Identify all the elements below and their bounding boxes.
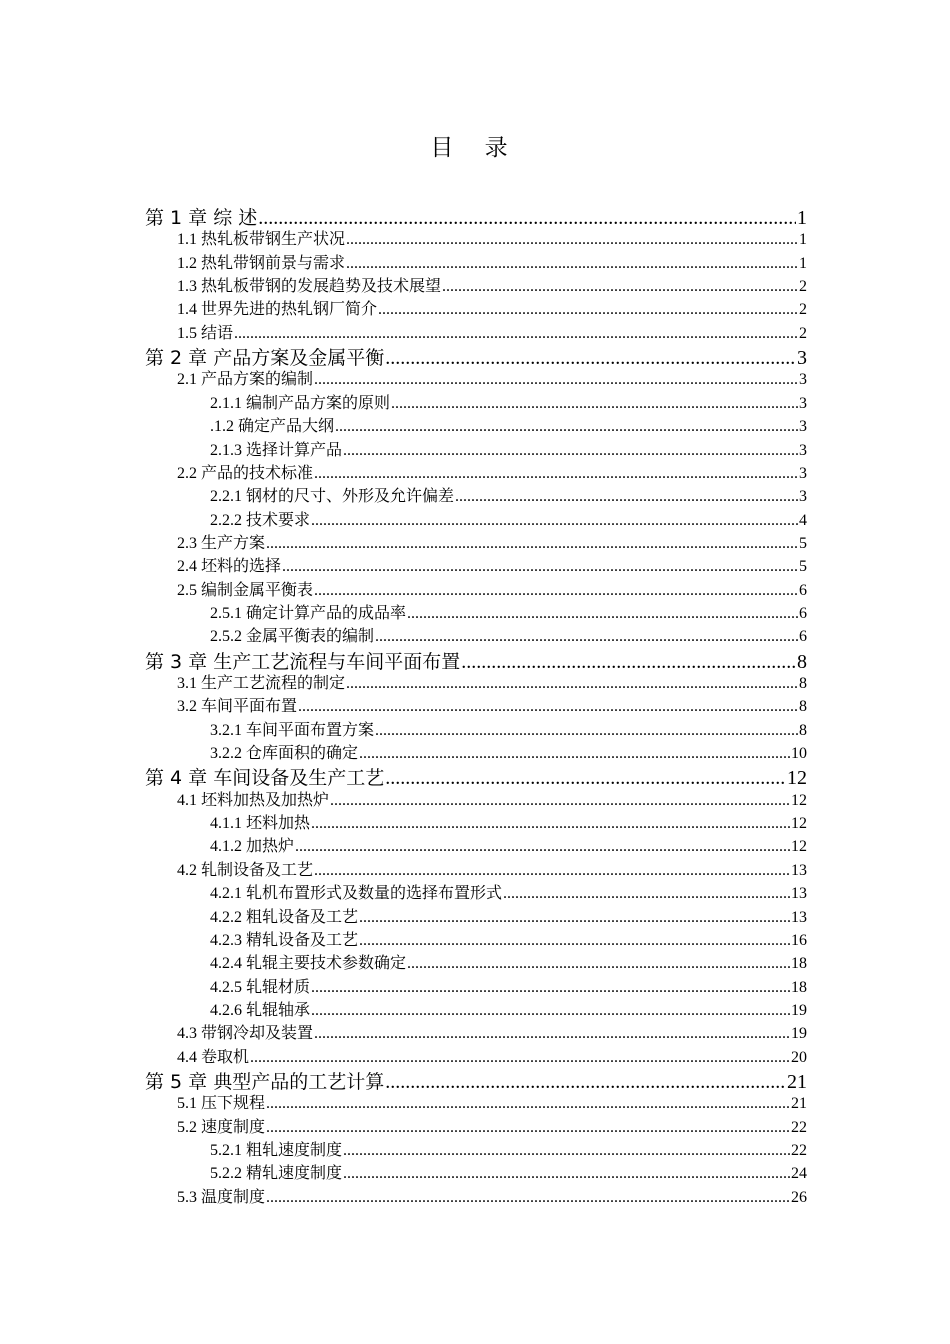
toc-entry-label: 4.2.4 轧辊主要技术参数确定: [210, 955, 407, 973]
toc-entry-label: 1.5 结语: [177, 324, 234, 342]
toc-dot-leader: [343, 439, 798, 462]
toc-entry-label: 3.2.2 仓库面积的确定: [210, 745, 359, 763]
toc-section-entry[interactable]: [177, 579, 807, 602]
toc-section-entry[interactable]: [177, 368, 807, 391]
toc-entry-label: 第 3 章 生产工艺流程与车间平面布置: [145, 650, 461, 673]
toc-entry-label: 第 2 章 产品方案及金属平衡: [145, 347, 385, 370]
toc-dot-leader: [359, 929, 790, 952]
toc-dot-leader: [461, 649, 796, 675]
toc-entry-label: 2.2 产品的技术标准: [177, 464, 314, 482]
toc-section-entry[interactable]: [177, 252, 807, 275]
toc-section-entry[interactable]: [210, 976, 807, 999]
toc-section-entry[interactable]: [210, 742, 807, 765]
toc-entry-label: 2.1.1 编制产品方案的原则: [210, 394, 391, 412]
toc-section-entry[interactable]: [210, 439, 807, 462]
toc-entry-label: 5.2.1 粗轧速度制度: [210, 1142, 343, 1159]
toc-dot-leader: [407, 952, 790, 975]
toc-section-entry[interactable]: [177, 1046, 807, 1069]
toc-entry-label: 3.2 车间平面布置: [177, 698, 298, 716]
toc-dot-leader: [311, 509, 798, 532]
toc-section-entry[interactable]: [177, 1116, 807, 1139]
toc-page-number: 22: [791, 1142, 807, 1159]
toc-section-entry[interactable]: [177, 228, 807, 251]
toc-page-number: 12: [787, 767, 807, 790]
toc-page-number: 6: [799, 604, 807, 622]
toc-dot-leader: [314, 1022, 790, 1045]
toc-page-number: 3: [799, 488, 807, 506]
toc-entry-label: 4.1 坯料加热及加热炉: [177, 791, 330, 809]
toc-page-number: 1: [799, 231, 807, 249]
toc-page-number: 21: [787, 1070, 807, 1093]
toc-dot-leader: [359, 742, 790, 765]
toc-chapter-entry[interactable]: [145, 649, 807, 675]
toc-entry-label: 2.5 编制金属平衡表: [177, 581, 314, 599]
toc-entry-label: 4.3 带钢冷却及装置: [177, 1025, 314, 1043]
toc-entry-label: 5.2.2 精轧速度制度: [210, 1165, 343, 1183]
toc-entry-label: 4.4 卷取机: [177, 1048, 250, 1066]
toc-section-entry[interactable]: [177, 672, 807, 695]
toc-chapter-entry[interactable]: [145, 1069, 807, 1095]
toc-dot-leader: [385, 345, 796, 371]
toc-section-entry[interactable]: [210, 929, 807, 952]
toc-entry-label: 4.1.2 加热炉: [210, 838, 295, 856]
toc-page-number: 19: [791, 1025, 807, 1043]
toc-section-entry[interactable]: [210, 1162, 807, 1185]
toc-section-entry[interactable]: [177, 275, 807, 298]
toc-page-number: 12: [791, 838, 807, 856]
toc-dot-leader: [311, 999, 790, 1022]
toc-page-number: 2: [799, 301, 807, 319]
toc-dot-leader: [343, 1162, 790, 1185]
toc-dot-leader: [503, 882, 790, 905]
toc-entry-label: 2.5.1 确定计算产品的成品率: [210, 604, 407, 622]
toc-dot-leader: [234, 322, 798, 345]
toc-entry-label: 4.2.3 精轧设备及工艺: [210, 931, 359, 949]
toc-entry-label: 5.1 压下规程: [177, 1095, 266, 1113]
toc-page-number: 3: [799, 441, 807, 459]
toc-page-number: 3: [799, 394, 807, 412]
toc-dot-leader: [385, 1069, 786, 1095]
toc-dot-leader: [266, 532, 798, 555]
toc-section-entry[interactable]: [210, 835, 807, 858]
toc-dot-leader: [311, 976, 790, 999]
toc-page-number: 13: [791, 885, 807, 903]
toc-dot-leader: [442, 275, 798, 298]
toc-entry-label: 3.2.1 车间平面布置方案: [210, 721, 375, 739]
toc-dot-leader: [378, 298, 798, 321]
toc-entry-label: 1.2 热轧带钢前景与需求: [177, 254, 346, 272]
toc-entry-label: 2.1 产品方案的编制: [177, 371, 314, 389]
toc-dot-leader: [346, 228, 798, 251]
toc-entry-label: 2.3 生产方案: [177, 534, 266, 552]
toc-entry-label: 2.2.2 技术要求: [210, 511, 311, 529]
toc-entry-label: 4.2.5 轧辊材质: [210, 978, 311, 996]
toc-page-number: 16: [791, 931, 807, 949]
toc-section-entry[interactable]: [210, 1139, 807, 1162]
toc-page-number: 8: [797, 650, 807, 673]
toc-dot-leader: [266, 1092, 790, 1115]
toc-page-number: 22: [791, 1118, 807, 1136]
toc-entry-label: 2.5.2 金属平衡表的编制: [210, 628, 375, 646]
toc-dot-leader: [314, 368, 798, 391]
toc-chapter-entry[interactable]: [145, 345, 807, 371]
toc-entry-label: 第 5 章 典型产品的工艺计算: [145, 1070, 385, 1093]
toc-entry-label: 4.2 轧制设备及工艺: [177, 861, 314, 879]
toc-page-number: 8: [799, 721, 807, 739]
toc-section-entry[interactable]: [177, 789, 807, 812]
toc-section-entry[interactable]: [177, 322, 807, 345]
toc-entry-label: 3.1 生产工艺流程的制定: [177, 675, 346, 692]
toc-section-entry[interactable]: [177, 695, 807, 718]
toc-page-number: 24: [791, 1165, 807, 1183]
toc-section-entry[interactable]: [210, 625, 807, 648]
toc-page-number: 18: [791, 978, 807, 996]
toc-page-number: 6: [799, 628, 807, 646]
toc-dot-leader: [359, 906, 790, 929]
toc-dot-leader: [314, 462, 798, 485]
toc-dot-leader: [295, 835, 790, 858]
toc-page-number: 5: [799, 534, 807, 552]
toc-page-number: 3: [797, 347, 807, 370]
toc-entry-label: .1.2 确定产品大纲: [210, 418, 335, 436]
toc-page-number: 6: [799, 581, 807, 599]
toc-dot-leader: [455, 485, 798, 508]
toc-dot-leader: [375, 719, 798, 742]
toc-page-number: 13: [791, 861, 807, 879]
toc-section-entry[interactable]: [210, 485, 807, 508]
toc-entry-label: 4.1.1 坯料加热: [210, 815, 311, 833]
toc-dot-leader: [314, 579, 798, 602]
toc-dot-leader: [266, 1116, 790, 1139]
toc-dot-leader: [282, 555, 798, 578]
toc-dot-leader: [250, 1046, 790, 1069]
toc-entry-label: 2.4 坯料的选择: [177, 558, 282, 576]
toc-page-number: 3: [799, 418, 807, 436]
toc-entry-label: 第 4 章 车间设备及生产工艺: [145, 767, 385, 790]
toc-chapter-entry[interactable]: [145, 205, 807, 231]
toc-page-number: 8: [799, 675, 807, 692]
toc-dot-leader: [375, 625, 798, 648]
toc-page-number: 12: [791, 791, 807, 809]
toc-page-number: 26: [791, 1188, 807, 1206]
toc-entry-label: 1.3 热轧板带钢的发展趋势及技术展望: [177, 278, 442, 296]
toc-section-entry[interactable]: [210, 392, 807, 415]
toc-page-number: 13: [791, 908, 807, 926]
toc-section-entry[interactable]: [210, 906, 807, 929]
toc-section-entry[interactable]: [177, 1092, 807, 1115]
toc-section-entry[interactable]: [210, 952, 807, 975]
toc-entry-label: 1.4 世界先进的热轧钢厂简介: [177, 301, 378, 319]
toc-section-entry[interactable]: [177, 462, 807, 485]
toc-dot-leader: [298, 695, 798, 718]
toc-section-entry[interactable]: [210, 719, 807, 742]
toc-entry-label: 2.2.1 钢材的尺寸、外形及允许偏差: [210, 488, 455, 506]
toc-dot-leader: [335, 415, 798, 438]
toc-section-entry[interactable]: [177, 1022, 807, 1045]
toc-section-entry[interactable]: [177, 298, 807, 321]
toc-page-number: 2: [799, 324, 807, 342]
toc-section-entry[interactable]: [177, 555, 807, 578]
toc-page-number: 1: [799, 254, 807, 272]
toc-dot-leader: [391, 392, 798, 415]
toc-page-number: 3: [799, 371, 807, 389]
toc-page-number: 2: [799, 278, 807, 296]
toc-entry-label: 4.2.6 轧辊轴承: [210, 1001, 311, 1019]
toc-section-entry[interactable]: [210, 812, 807, 835]
toc-page-number: 5: [799, 558, 807, 576]
toc-title: 目 录: [430, 135, 520, 161]
toc-page-number: 12: [791, 815, 807, 833]
toc-page-number: 18: [791, 955, 807, 973]
toc-section-entry[interactable]: [210, 415, 807, 438]
toc-section-entry[interactable]: [177, 532, 807, 555]
toc-entry-label: 5.2 速度制度: [177, 1118, 266, 1136]
toc-section-entry[interactable]: [210, 999, 807, 1022]
toc-page-number: 1: [797, 207, 807, 229]
toc-dot-leader: [311, 812, 790, 835]
toc-entry-label: 第 1 章 综 述: [145, 207, 258, 229]
toc-section-entry[interactable]: [177, 1186, 807, 1209]
toc-dot-leader: [346, 252, 798, 275]
toc-page-number: 10: [791, 745, 807, 763]
toc-section-entry[interactable]: [210, 882, 807, 905]
toc-page-number: 21: [791, 1095, 807, 1113]
toc-dot-leader: [330, 789, 790, 812]
toc-entry-label: 4.2.2 粗轧设备及工艺: [210, 908, 359, 926]
toc-dot-leader: [343, 1139, 790, 1162]
toc-dot-leader: [314, 859, 790, 882]
toc-page-number: 4: [799, 511, 807, 529]
toc-entry-label: 2.1.3 选择计算产品: [210, 441, 343, 459]
toc-entry-label: 1.1 热轧板带钢生产状况: [177, 231, 346, 249]
toc-dot-leader: [258, 205, 796, 231]
toc-entry-label: 4.2.1 轧机布置形式及数量的选择布置形式: [210, 885, 503, 903]
toc-page-number: 3: [799, 464, 807, 482]
toc-dot-leader: [385, 765, 786, 791]
toc-dot-leader: [346, 672, 798, 695]
toc-section-entry[interactable]: [177, 859, 807, 882]
toc-section-entry[interactable]: [210, 509, 807, 532]
toc-entry-label: 5.3 温度制度: [177, 1188, 266, 1206]
toc-chapter-entry[interactable]: [145, 765, 807, 791]
toc-section-entry[interactable]: [210, 602, 807, 625]
toc-dot-leader: [407, 602, 798, 625]
toc-page-number: 20: [791, 1048, 807, 1066]
toc-dot-leader: [266, 1186, 790, 1209]
toc-page-number: 19: [791, 1001, 807, 1019]
toc-page-number: 8: [799, 698, 807, 716]
